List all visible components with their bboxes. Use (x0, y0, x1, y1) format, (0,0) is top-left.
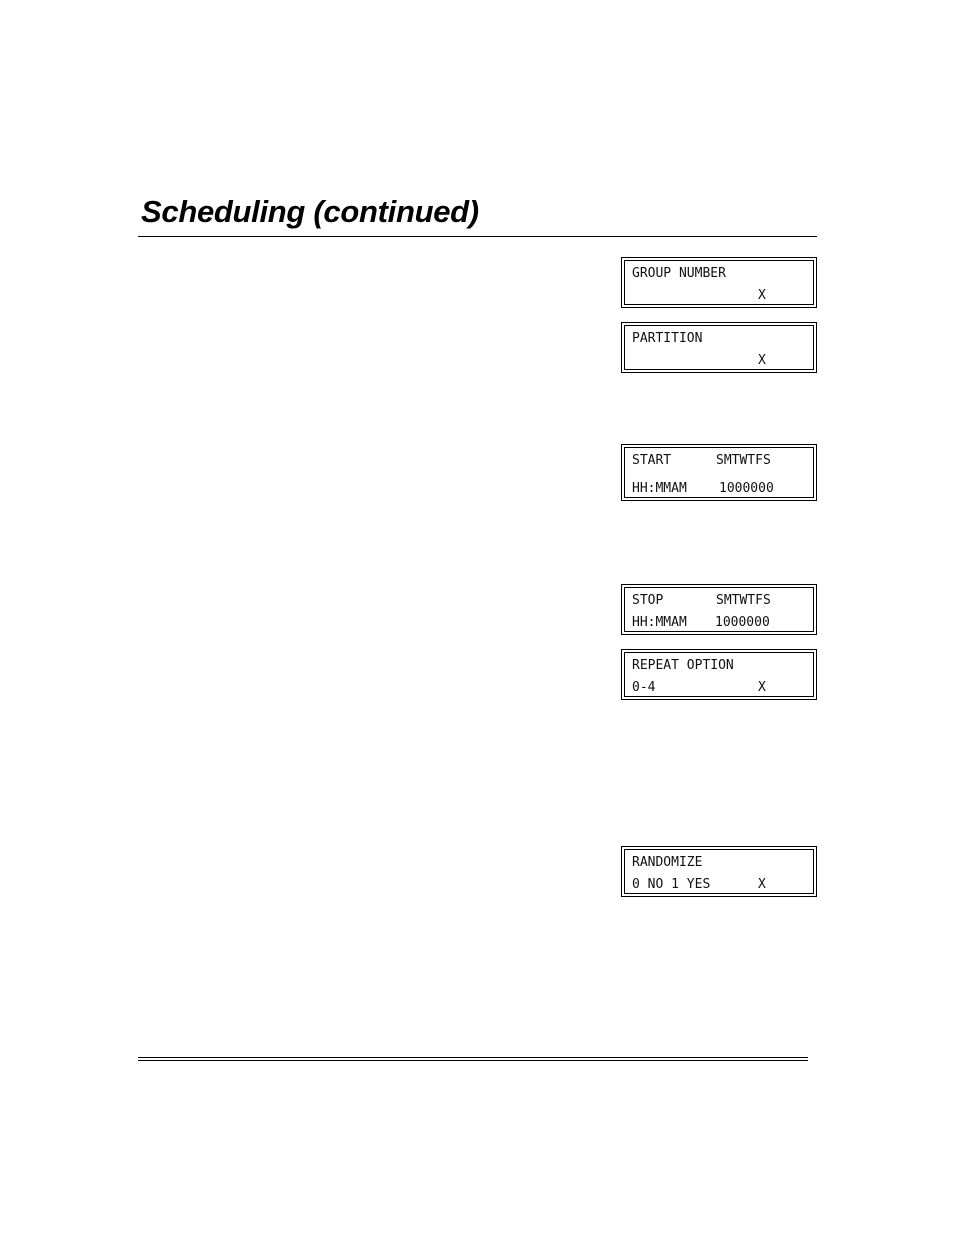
stop-label: STOP (632, 593, 664, 608)
stop-display (621, 584, 817, 635)
title-divider (138, 236, 817, 237)
repeat-option-range: 0-4 (632, 680, 656, 695)
start-display (621, 444, 817, 501)
randomize-label: RANDOMIZE (632, 855, 703, 870)
partition-value: X (758, 353, 766, 368)
stop-days-header: SMTWTFS (716, 593, 771, 608)
repeat-option-label: REPEAT OPTION (632, 658, 734, 673)
group-number-display (621, 257, 817, 308)
start-days-header: SMTWTFS (716, 453, 771, 468)
start-time: HH:MMAM (632, 481, 687, 496)
randomize-display (621, 846, 817, 897)
start-days-value: 1000000 (719, 481, 774, 496)
stop-time: HH:MMAM (632, 615, 687, 630)
stop-days-value: 1000000 (715, 615, 770, 630)
partition-label: PARTITION (632, 331, 703, 346)
randomize-value: X (758, 877, 766, 892)
page-title: Scheduling (continued) (141, 194, 479, 229)
repeat-option-display (621, 649, 817, 700)
randomize-options: 0 NO 1 YES (632, 877, 711, 892)
footer-divider (138, 1057, 808, 1061)
group-number-value: X (758, 288, 766, 303)
group-number-label: GROUP NUMBER (632, 266, 726, 281)
repeat-option-value: X (758, 680, 766, 695)
start-label: START (632, 453, 672, 468)
partition-display (621, 322, 817, 373)
